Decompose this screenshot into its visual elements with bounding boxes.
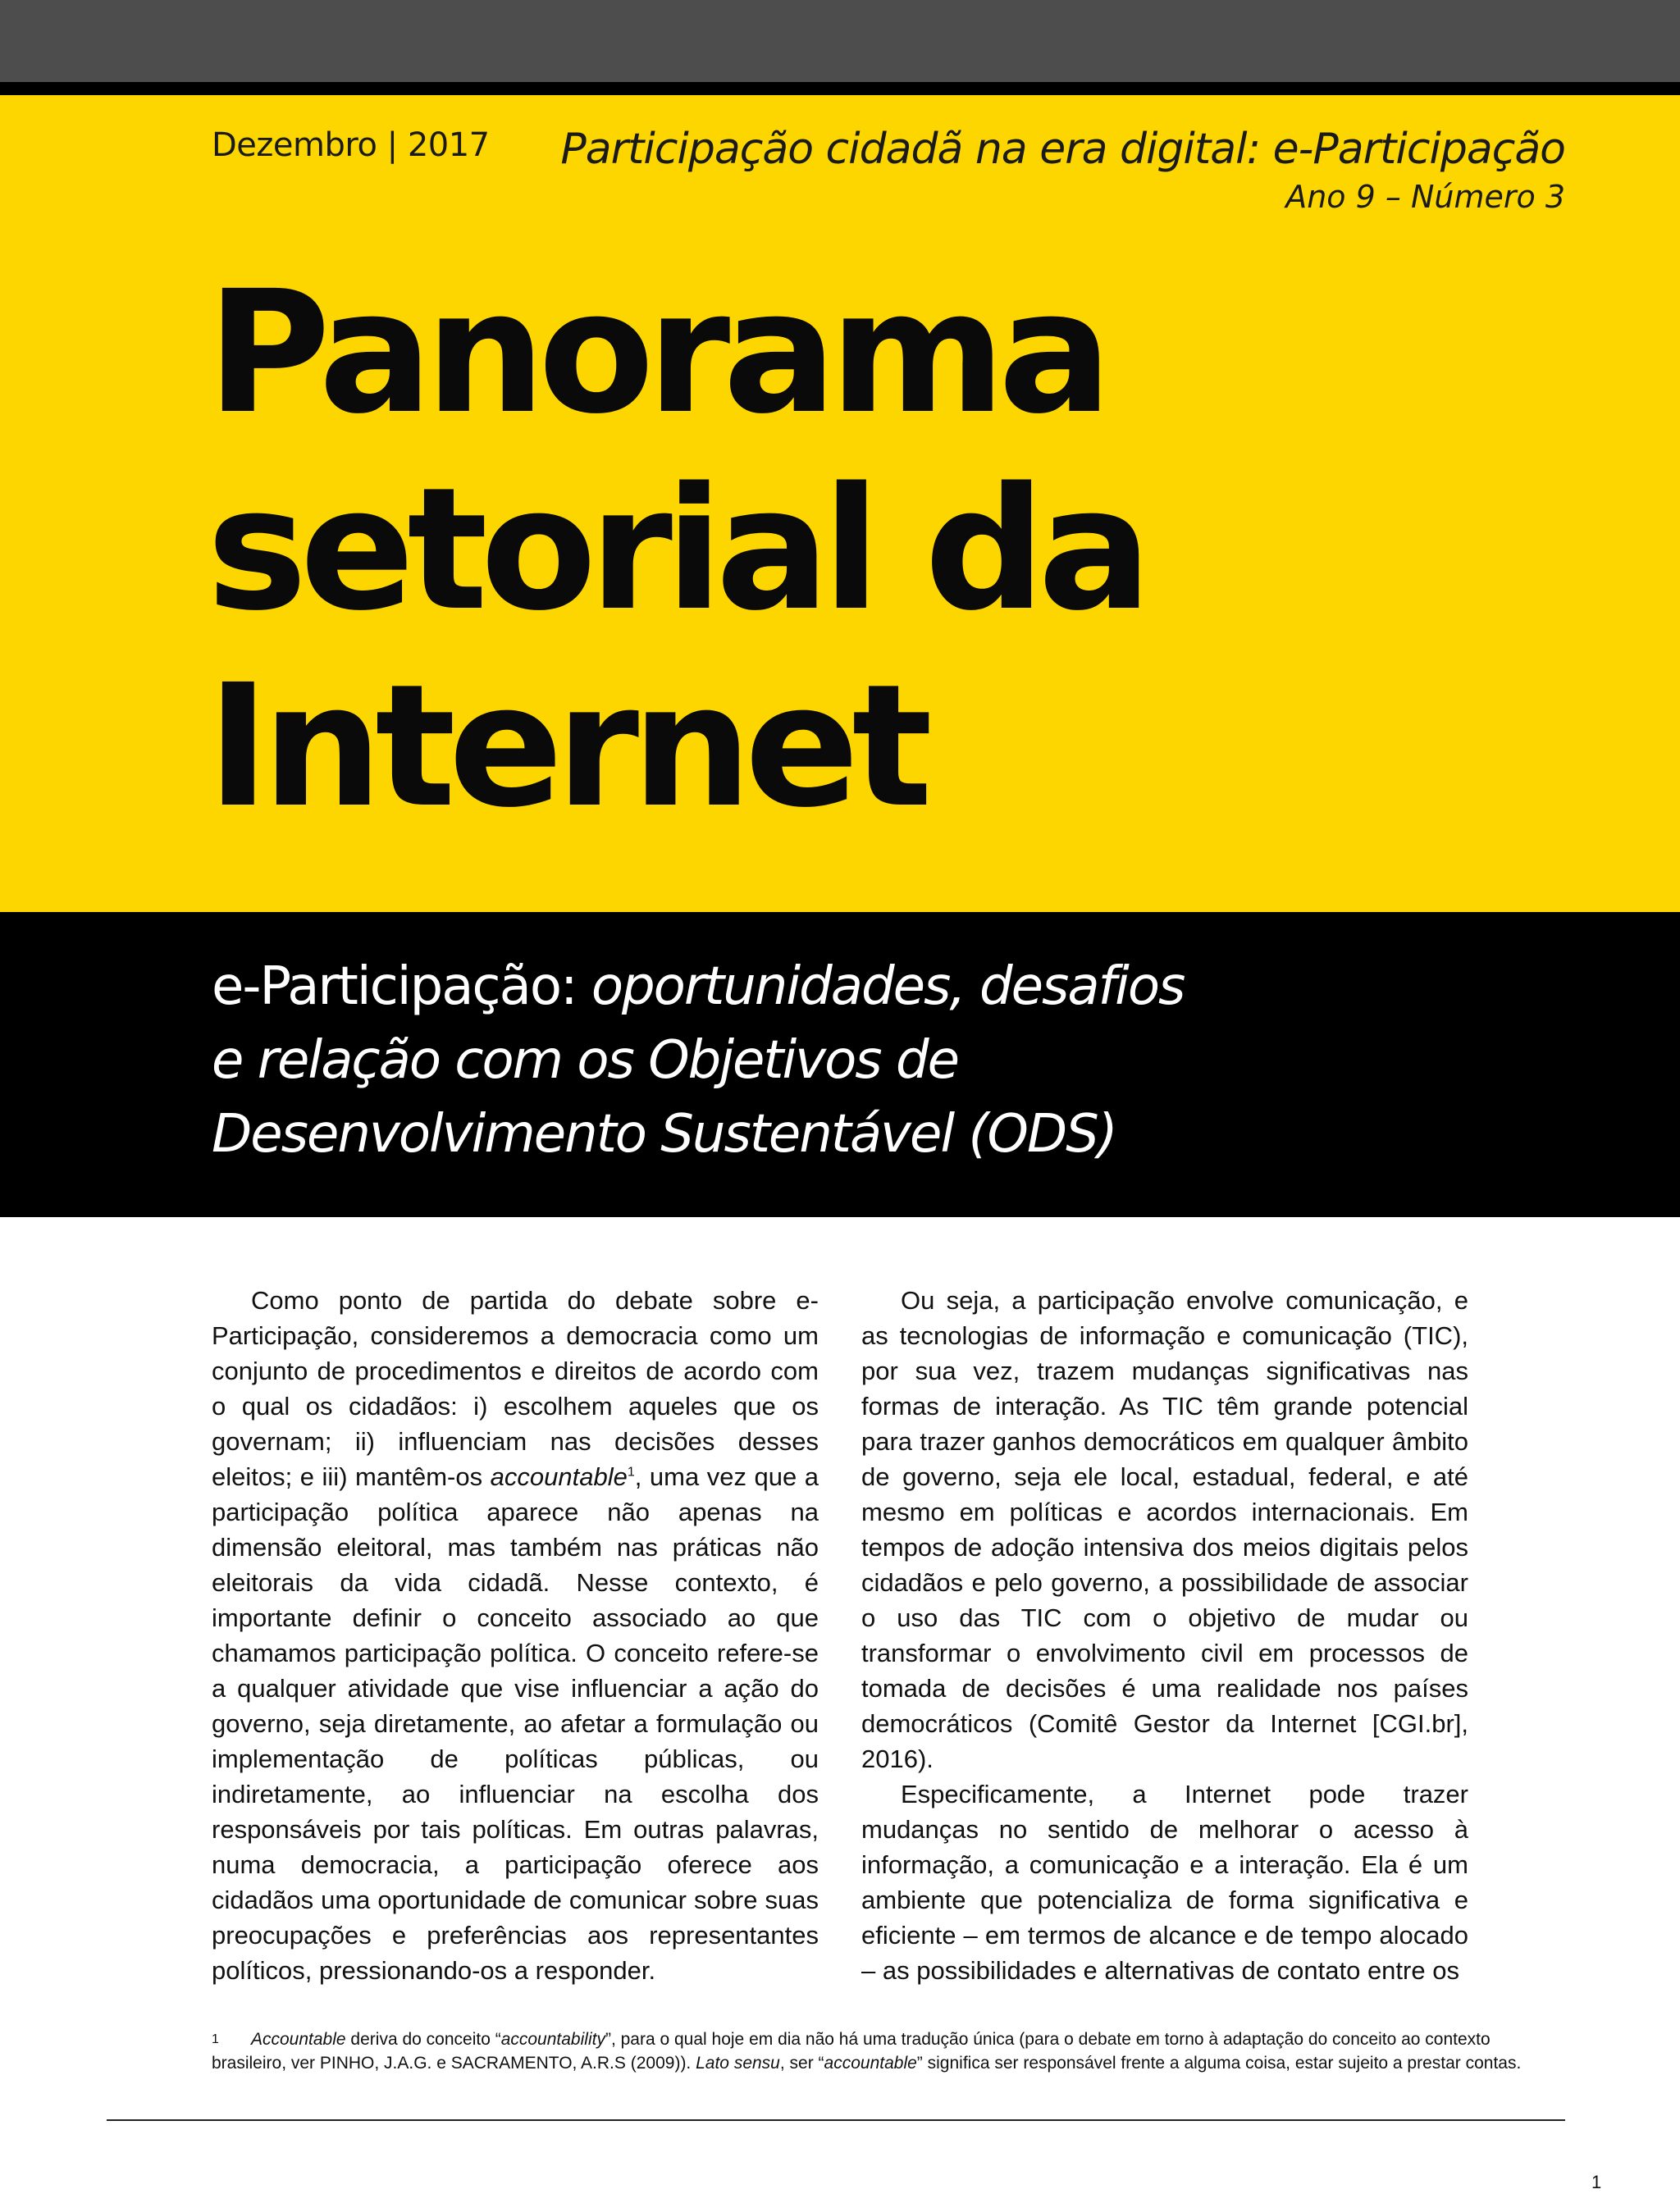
italic-term: accountable <box>490 1462 628 1491</box>
top-gray-bar <box>0 0 1680 82</box>
footer-rule <box>107 2119 1565 2121</box>
main-title-line-3: Internet <box>207 648 925 845</box>
paragraph <box>212 1283 819 1988</box>
subtitle-line-2: e relação com os Objetivos de <box>212 1030 958 1091</box>
paragraph-text: Como ponto de partida do debate sobre e-Participação, consideremos a democracia como um conjunto de procedimentos e direitos de acordo com o qual os cidadãos: i) escolhem aqueles que os governam; ii) influenciam nas decisões desses eleitos; e iii) mantêm-os <box>212 1286 819 1491</box>
subtitle-italic: oportunidades, desafios <box>591 956 1185 1017</box>
footnote-text: ”, para o qual hoje em dia não há uma tradução única (para o debate em torno à adaptação do conceito ao contexto brasileiro, ver PINHO, J.A.G. e SACRAMENTO, A.R.S (2009)). <box>212 2030 1491 2073</box>
subtitle-plain: e-Participação: <box>212 956 591 1017</box>
footnote-italic: accountable <box>824 2054 917 2073</box>
footnote <box>212 2027 1567 2075</box>
body-column-left <box>212 1283 819 1988</box>
footnote-text: ” significa ser responsável frente a alguma coisa, estar sujeito a prestar contas. <box>916 2054 1522 2073</box>
publication-date: Dezembro | 2017 <box>212 126 490 164</box>
footnote-italic: Accountable <box>251 2030 346 2049</box>
footnote-marker: 1 <box>627 1465 635 1480</box>
footnote-number: 1 <box>212 2032 219 2046</box>
footnote-text: , ser “ <box>779 2054 824 2073</box>
footnote-italic: accountability <box>500 2030 605 2049</box>
subtitle-line-3: Desenvolvimento Sustentável (ODS) <box>212 1104 1116 1165</box>
issue-number: Ano 9 – Número 3 <box>1285 179 1565 215</box>
subtitle-line-1 <box>212 950 1606 1024</box>
footnote-text: deriva do conceito “ <box>345 2030 501 2049</box>
series-title: Participação cidadã na era digital: e-Participação <box>560 125 1565 174</box>
paragraph: Especificamente, a Internet pode trazer mudanças no sentido de melhorar o acesso à informação, a comunicação e a interação. Ela é um ambiente que potencializa de forma significativa e eficiente – em termos de alcance e de tempo alocado – as possibilidades e alternativas de contato entre os <box>861 1780 1468 1985</box>
main-title-line-1: Panorama <box>207 254 1105 451</box>
main-title <box>207 254 1601 845</box>
body-column-right <box>861 1283 1468 1988</box>
top-bar-edge <box>0 82 1680 95</box>
paragraph: Ou seja, a participação envolve comunicação, e as tecnologias de informação e comunicação (TIC), por sua vez, trazem mudanças significativas nas formas de interação. As TIC têm grande potencial para trazer ganhos democráticos em qualquer âmbito de governo, seja ele local, estadual, federal, e até mesmo em políticas e acordos internacionais. Em tempos de adoção intensiva dos meios digitais pelos cidadãos e pelo governo, a possibilidade de associar o uso das TIC com o objetivo de mudar ou transformar o envolvimento civil em processos de tomada de decisões é uma realidade nos países democráticos (Comitê Gestor da Internet [CGI.br], 2016). <box>861 1286 1468 1773</box>
paragraph-text: , uma vez que a participação política aparece não apenas na dimensão eleitoral, mas também nas práticas não eleitorais da vida cidadã. Nesse contexto, é importante definir o conceito associado ao que chamamos participação política. O conceito refere-se a qualquer atividade que vise influenciar a ação do governo, seja diretamente, ao afetar a formulação ou implementação de políticas públicas, ou indiretamente, ao influenciar na escolha dos responsáveis por tais políticas. Em outras palavras, numa democracia, a participação oferece aos cidadãos uma oportunidade de comunicar sobre suas preocupações e preferências aos representantes políticos, pressionando-os a responder. <box>212 1462 819 1985</box>
page-number: 1 <box>1591 2172 1602 2192</box>
main-title-line-2: setorial da <box>207 451 1145 648</box>
subtitle <box>212 950 1606 1171</box>
footnote-italic: Lato sensu <box>696 2054 780 2073</box>
